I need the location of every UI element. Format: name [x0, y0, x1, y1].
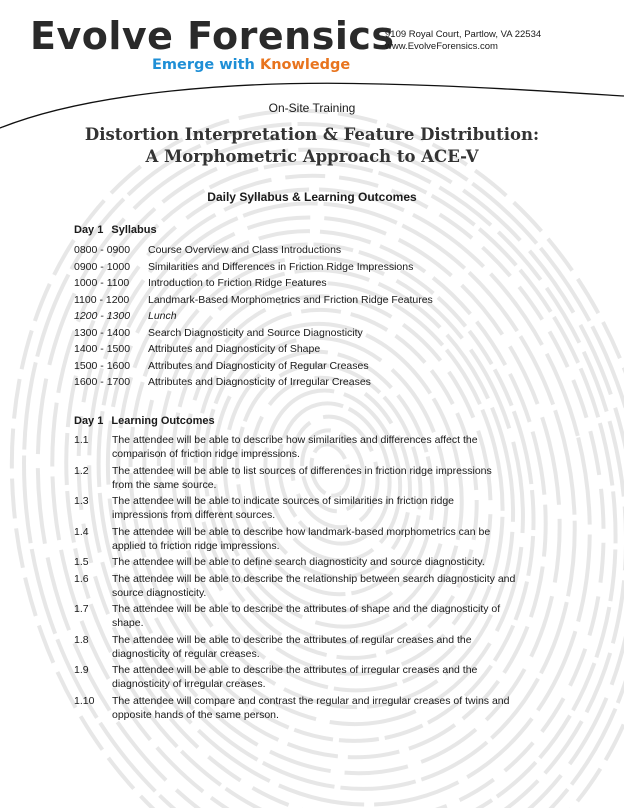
schedule-time: 0900 - 1000	[74, 260, 131, 273]
outcome-text-line-2: comparison of friction ridge impressions.	[112, 448, 300, 460]
outcome-number: 1.8	[74, 633, 89, 646]
schedule-topic: Similarities and Differences in Friction Ridge Impressions	[148, 260, 414, 273]
outcome-number: 1.6	[74, 572, 89, 585]
syllabus-heading-text: Syllabus	[111, 224, 157, 236]
company-address	[385, 29, 541, 53]
outcome-item	[74, 602, 549, 630]
schedule-row-lunch	[74, 309, 554, 326]
outcome-item	[74, 464, 549, 492]
document-subtitle: Daily Syllabus & Learning Outcomes	[207, 190, 417, 204]
outcome-item	[74, 555, 549, 569]
outcomes-heading	[74, 414, 215, 428]
document-title-line-2: A Morphometric Approach to ACE-V	[145, 147, 479, 166]
outcome-number: 1.4	[74, 525, 89, 538]
outcome-text-line-1: The attendee will be able to describe the attributes of regular creases and the	[112, 633, 472, 646]
outcome-text-line-2: applied to friction ridge impressions.	[112, 539, 280, 552]
address-street: 9109 Royal Court, Partlow, VA 22534	[385, 29, 542, 40]
outcome-number: 1.2	[74, 464, 89, 477]
address-website: www.EvolveForensics.com	[385, 41, 498, 52]
outcome-number: 1.7	[74, 603, 89, 615]
schedule-row	[74, 359, 554, 376]
outcome-text-line-2: impressions from different sources.	[112, 509, 276, 521]
outcomes-heading-text: Learning Outcomes	[111, 415, 215, 427]
company-logo-wordmark: Evolve Forensics	[30, 14, 395, 58]
outcome-item	[74, 694, 549, 722]
schedule-topic: Attributes and Diagnosticity of Shape	[148, 343, 321, 355]
schedule-row	[74, 276, 554, 293]
outcome-number: 1.10	[74, 694, 95, 707]
schedule-row	[74, 326, 554, 343]
outcome-text-line-2: source diagnosticity.	[112, 586, 207, 599]
document-title-line-1: Distortion Interpretation & Feature Distribution:	[84, 125, 540, 144]
outcome-item	[74, 633, 549, 661]
schedule-time: 1100 - 1200	[74, 293, 130, 306]
outcome-text-line-1: The attendee will be able to describe how similarities and differences affect the	[112, 434, 478, 446]
outcome-text-line-1: The attendee will be able to list sources of differences in friction ridge impressions	[112, 464, 492, 477]
outcome-text-line-2: shape.	[112, 617, 144, 629]
outcome-item	[74, 433, 549, 461]
outcome-number: 1.1	[74, 434, 89, 446]
schedule-topic: Attributes and Diagnosticity of Regular Creases	[148, 359, 369, 372]
company-tagline	[152, 56, 350, 74]
outcome-text-line-1: The attendee will be able to describe the attributes of shape and the diagnosticity of	[112, 603, 501, 615]
tagline-part-2: Knowledge	[259, 57, 351, 73]
schedule-time: 1400 - 1500	[74, 343, 131, 355]
outcome-text-line-1: The attendee will be able to describe how landmark-based morphometrics can be	[112, 525, 491, 538]
syllabus-heading	[74, 223, 157, 237]
outcomes-day-label: Day 1	[74, 415, 104, 427]
outcome-text-line-2: opposite hands of the same person.	[112, 708, 279, 721]
schedule-time: 1300 - 1400	[74, 326, 131, 339]
outcome-number: 1.9	[74, 664, 89, 676]
learning-outcomes-list	[74, 433, 549, 724]
syllabus-day-label: Day 1	[74, 224, 104, 236]
schedule-topic: Landmark-Based Morphometrics and Friction Ridge Features	[148, 293, 433, 306]
outcome-item	[74, 663, 549, 691]
schedule-time: 1600 - 1700	[74, 376, 131, 388]
schedule-time: 1500 - 1600	[74, 359, 131, 372]
outcome-text-line-2: diagnosticity of irregular creases.	[112, 678, 266, 690]
outcome-text-line-2: from the same source.	[112, 478, 217, 491]
schedule-row	[74, 293, 554, 310]
outcome-text-line-1: The attendee will be able to describe the relationship between search diagnosticity and	[112, 572, 516, 585]
schedule-time: 1000 - 1100	[74, 277, 130, 289]
schedule-row	[74, 260, 554, 277]
outcome-text-line-1: The attendee will compare and contrast the regular and irregular creases of twins and	[112, 694, 510, 707]
outcome-number: 1.5	[74, 556, 89, 568]
schedule-topic: Search Diagnosticity and Source Diagnosticity	[148, 326, 363, 339]
schedule-topic: Course Overview and Class Introductions	[148, 244, 342, 256]
outcome-item	[74, 572, 549, 600]
tagline-part-1: Emerge with	[152, 57, 255, 73]
schedule-topic: Attributes and Diagnosticity of Irregular Creases	[148, 376, 371, 388]
outcome-text-line-1: The attendee will be able to describe the attributes of irregular creases and the	[112, 664, 478, 676]
schedule-topic: Introduction to Friction Ridge Features	[148, 277, 327, 289]
schedule-row	[74, 243, 554, 260]
schedule-time: 1200 - 1300	[74, 310, 131, 322]
outcome-text-line-1: The attendee will be able to define search diagnosticity and source diagnosticity.	[112, 556, 485, 568]
schedule-time: 0800 - 0900	[74, 244, 131, 256]
outcome-item	[74, 525, 549, 553]
syllabus-table	[74, 243, 554, 392]
schedule-row	[74, 342, 554, 359]
schedule-topic: Lunch	[148, 310, 177, 322]
outcome-number: 1.3	[74, 495, 89, 507]
training-kicker: On-Site Training	[268, 101, 356, 115]
outcome-text-line-1: The attendee will be able to indicate sources of similarities in friction ridge	[112, 495, 455, 507]
outcome-item	[74, 494, 549, 522]
schedule-row	[74, 375, 554, 392]
outcome-text-line-2: diagnosticity of regular creases.	[112, 647, 260, 660]
